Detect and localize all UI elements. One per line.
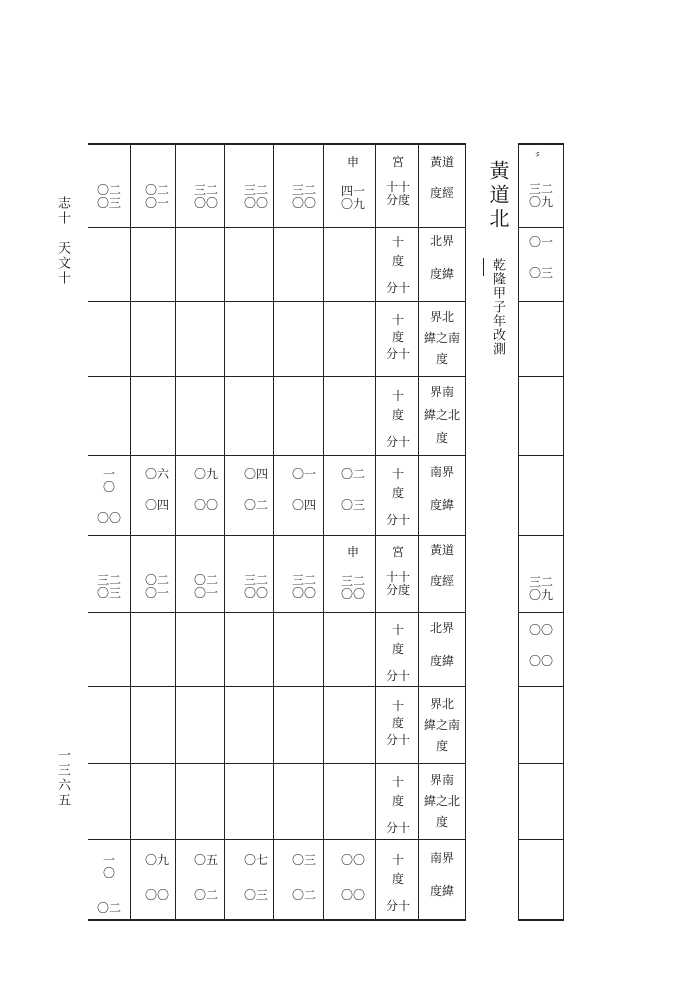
data-cell: 三二 〇〇 bbox=[243, 573, 268, 601]
row-label: 北界 度緯 bbox=[429, 621, 454, 669]
data-cell: 三二 〇三 bbox=[96, 573, 121, 601]
section-subtitle: 乾隆甲子年改測 bbox=[490, 258, 505, 356]
row-label: 界北 緯之南 度 bbox=[423, 310, 460, 367]
unit-cell: 十 度 分十 bbox=[385, 699, 410, 748]
section-title: 黃道北 bbox=[486, 160, 510, 232]
data-cell: 〇九 〇〇 bbox=[193, 467, 218, 513]
data-cell: 〇二 〇三 bbox=[96, 183, 121, 211]
right-data-cell: 三二 〇九 bbox=[528, 575, 553, 603]
row-label: 南界 度緯 bbox=[429, 851, 454, 899]
row-label: 南界 度緯 bbox=[429, 465, 454, 513]
right-data-cell: 〇一 〇三 bbox=[528, 235, 553, 281]
row-label: 界南 緯之北 度 bbox=[423, 385, 460, 446]
data-cell: 〇六 〇四 bbox=[144, 467, 169, 513]
data-cell: 一 〇 〇二 bbox=[96, 853, 121, 916]
data-cell: 三二 〇〇 bbox=[291, 183, 316, 211]
unit-cell: 十 度 分十 bbox=[385, 389, 410, 450]
page-number: 一三六五 bbox=[55, 748, 70, 808]
row-label: 界南 緯之北 度 bbox=[423, 773, 460, 830]
right-data-cell: 〞 三二 〇九 bbox=[528, 151, 553, 210]
data-cell: 申 四一 〇九 bbox=[340, 155, 365, 212]
row-label: 黃道 度經 bbox=[429, 543, 454, 589]
margin-section-label: 志十 天文十 bbox=[55, 196, 70, 286]
data-cell: 〇五 〇二 bbox=[193, 853, 218, 903]
row-label: 黃道 度經 bbox=[429, 155, 454, 201]
data-cell: 三二 〇〇 bbox=[243, 183, 268, 211]
right-data-cell: 〇〇 〇〇 bbox=[528, 623, 553, 669]
data-cell: 三二 〇〇 bbox=[291, 573, 316, 601]
row-label: 北界 度緯 bbox=[429, 234, 454, 282]
data-cell: 三二 〇〇 bbox=[193, 183, 218, 211]
data-cell: 〇七 〇三 bbox=[243, 853, 268, 903]
data-cell: 〇四 〇二 bbox=[243, 467, 268, 513]
unit-cell: 宮 十十 分度 bbox=[385, 155, 410, 208]
data-cell: 申 三二 〇〇 bbox=[340, 545, 365, 602]
unit-cell: 十 度 分十 bbox=[385, 853, 410, 914]
row-label: 界北 緯之南 度 bbox=[423, 697, 460, 754]
data-cell: 〇二 〇一 bbox=[144, 573, 169, 601]
data-cell: 〇二 〇三 bbox=[340, 467, 365, 513]
data-cell: 〇二 〇一 bbox=[193, 573, 218, 601]
unit-cell: 十 度 分十 bbox=[385, 313, 410, 362]
data-cell: 〇一 〇四 bbox=[291, 467, 316, 513]
data-cell: 一 〇 〇〇 bbox=[96, 467, 121, 526]
data-cell: 〇九 〇〇 bbox=[144, 853, 169, 903]
unit-cell: 宮 十十 分度 bbox=[385, 545, 410, 598]
subtitle-underline bbox=[483, 258, 484, 276]
unit-cell: 十 度 分十 bbox=[385, 467, 410, 528]
data-cell: 〇三 〇二 bbox=[291, 853, 316, 903]
unit-cell: 十 度 分十 bbox=[385, 623, 410, 684]
unit-cell: 十 度 分十 bbox=[385, 775, 410, 836]
data-cell: 〇〇 〇〇 bbox=[340, 853, 365, 903]
unit-cell: 十 度 分十 bbox=[385, 235, 410, 296]
data-cell: 〇二 〇一 bbox=[144, 183, 169, 211]
